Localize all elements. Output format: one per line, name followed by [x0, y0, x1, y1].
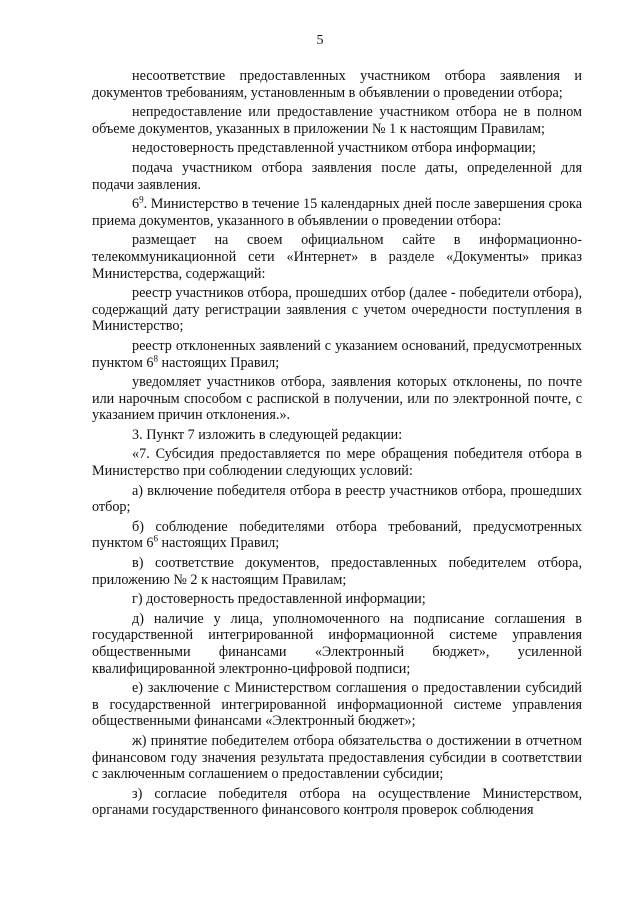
document-body: [92, 68, 582, 822]
paragraph: непредоставление или предоставление участником отбора не в полном объеме документов, указанных в приложении № 1 к настоящим Правилам;: [92, 104, 582, 137]
item-separator: .: [143, 196, 151, 213]
paragraph: недостоверность представленной участником отбора информации;: [132, 140, 536, 157]
paragraph: несоответствие предоставленных участником отбора заявления и документов требованиям, установленным в объявлении о проведении отбора;: [92, 68, 582, 101]
paragraph: в) соответствие документов, предоставленных победителем отбора, приложению № 2 к настоящим Правилам;: [92, 555, 582, 588]
paragraph: д) наличие у лица, уполномоченного на подписание соглашения в государственной интегрированной информационной системе управления общественными финансами «Электронный бюджет», усиленной квалифицированной электронно-цифровой подписи;: [92, 610, 582, 677]
paragraph: «7. Субсидия предоставляется по мере обращения победителя отбора в Министерство при соблюдении следующих условий:: [92, 446, 582, 480]
page-number: 5: [316, 33, 324, 48]
paragraph: ж) принятие победителем отбора обязательства о достижении в отчетном финансовом году значения результата предоставления субсидии в соответствии с заключенным соглашением о предоставлении субсидии;: [92, 732, 582, 783]
paragraph: а) включение победителя отбора в реестр участников отбора, прошедших отбор;: [92, 482, 582, 516]
paragraph-ref-6-6: [92, 519, 582, 552]
paragraph-tail: настоящих Правил;: [157, 354, 280, 371]
paragraph-text: б) соблюдение победителями отбора требований, предусмотренных пунктом 6: [92, 518, 582, 552]
paragraph: з) согласие победителя отбора на осуществление Министерством, органами государственного финансового контроля проверок соблюдения: [92, 785, 582, 819]
paragraph: е) заключение с Министерством соглашения о предоставлении субсидий в государственной интегрированной информационной системе управления общественными финансами «Электронный бюджет»;: [92, 680, 582, 730]
paragraph: реестр участников отбора, прошедших отбор (далее - победители отбора), содержащий дату регистрации заявления с учетом очередности поступления в Министерство;: [92, 285, 582, 335]
paragraph-text: Министерство в течение 15 календарных дней после завершения срока приема документов, указанного в объявлении о проведении отбора:: [92, 196, 583, 229]
paragraph-item-6-9: [92, 196, 582, 229]
paragraph: уведомляет участников отбора, заявления которых отклонены, по почте или нарочным способом с распиской в получении, или по электронной почте, с указанием причин отклонения.».: [92, 374, 582, 424]
paragraph: размещает на своем официальном сайте в информационно-телекоммуникационной сети «Интернет» в разделе «Документы» приказ Министерства, содержащий:: [92, 232, 582, 282]
paragraph-text: реестр отклоненных заявлений с указанием оснований, предусмотренных пунктом 6: [92, 337, 582, 371]
ref-superscript: 6: [153, 533, 158, 544]
item-number: 6: [132, 196, 140, 213]
paragraph-ref-6-8: [92, 338, 582, 371]
paragraph-tail: настоящих Правил;: [157, 535, 280, 552]
paragraph: 3. Пункт 7 изложить в следующей редакции:: [132, 426, 403, 443]
item-superscript: 9: [139, 194, 144, 205]
ref-superscript: 8: [153, 352, 158, 363]
paragraph: г) достоверность предоставленной информации;: [132, 591, 426, 608]
paragraph: подача участником отбора заявления после даты, определенной для подачи заявления.: [92, 159, 582, 193]
